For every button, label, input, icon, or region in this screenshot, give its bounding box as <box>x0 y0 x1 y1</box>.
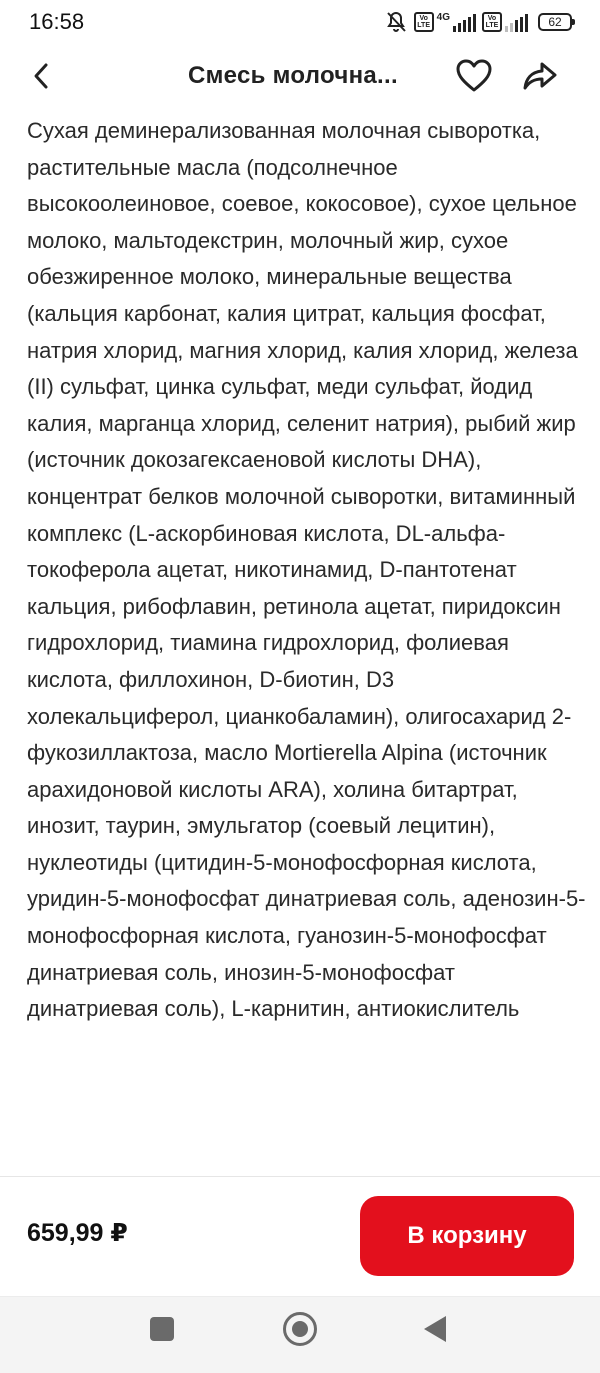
share-button[interactable] <box>518 54 562 98</box>
add-to-cart-button[interactable]: В корзину <box>360 1196 574 1276</box>
status-icons <box>384 10 572 34</box>
heart-icon <box>456 59 492 93</box>
mute-icon <box>384 10 408 34</box>
net-type-label: 4G <box>436 12 450 23</box>
signal-icon <box>505 14 528 32</box>
home-icon[interactable] <box>283 1312 317 1346</box>
recents-icon[interactable] <box>150 1317 174 1341</box>
product-composition: Сухая деминерализованная молочная сыворотка, растительные масла (подсолнечное высокоолеиновое, соевое, кокосовое), сухое цельное молоко, мальтодекстрин, молочный жир, сухое обезжиренное молоко, минеральные вещества (кальция карбонат, калия цитрат, кальция фосфат, натрия хлорид, магния хлорид, калия хлорид, железа (II) сульфат, цинка сульфат, меди сульфат, йодид калия, марганца хлорид, селенит натрия), рыбий жир (источник докозагексаеновой кислоты DHA), концентрат белков молочной сыворотки, витаминный комплекс (L-аскорбиновая кислота, DL-альфа-токоферола ацетат, никотинамид, D-пантотенат кальция, рибофлавин, ретинола ацетат, пиридоксин гидрохлорид, тиамина гидрохлорид, фолиевая кислота, филлохинон, D-биотин, D3 холекальциферол, цианкобаламин), олигосахарид 2-фукозиллактоза, масло Mortierella Alpina (источник арахидоновой кислоты ARA), холина битартрат, инозит, таурин, эмульгатор (соевый лецитин), нуклеотиды (цитидин-5-монофосфорная кислота, уридин-5-монофосфат динатриевая соль, аденозин-5-монофосфорная кислота, гуанозин-5-монофосфат динатриевая соль, инозин-5-монофосфат динатриевая соль), L-карнитин, антиокислитель <box>27 118 586 1022</box>
back-button[interactable] <box>22 56 62 96</box>
battery-icon: 62 <box>538 13 572 31</box>
status-bar <box>0 0 600 44</box>
product-price: 659,99 ₽ <box>27 1219 128 1247</box>
volte-icon: Vo LTE <box>482 12 502 32</box>
sim2-signal <box>482 12 528 32</box>
status-time: 16:58 <box>29 9 85 34</box>
chevron-left-icon <box>31 61 53 91</box>
sim1-signal <box>414 12 476 32</box>
system-nav-bar <box>0 1296 600 1373</box>
divider <box>0 1176 600 1177</box>
back-icon[interactable] <box>424 1316 446 1342</box>
volte-icon: Vo LTE <box>414 12 434 32</box>
favorite-button[interactable] <box>452 54 496 98</box>
share-icon <box>522 60 558 92</box>
signal-icon <box>453 14 476 32</box>
product-header <box>0 46 600 106</box>
page-title: Смесь молочна... <box>188 62 398 89</box>
